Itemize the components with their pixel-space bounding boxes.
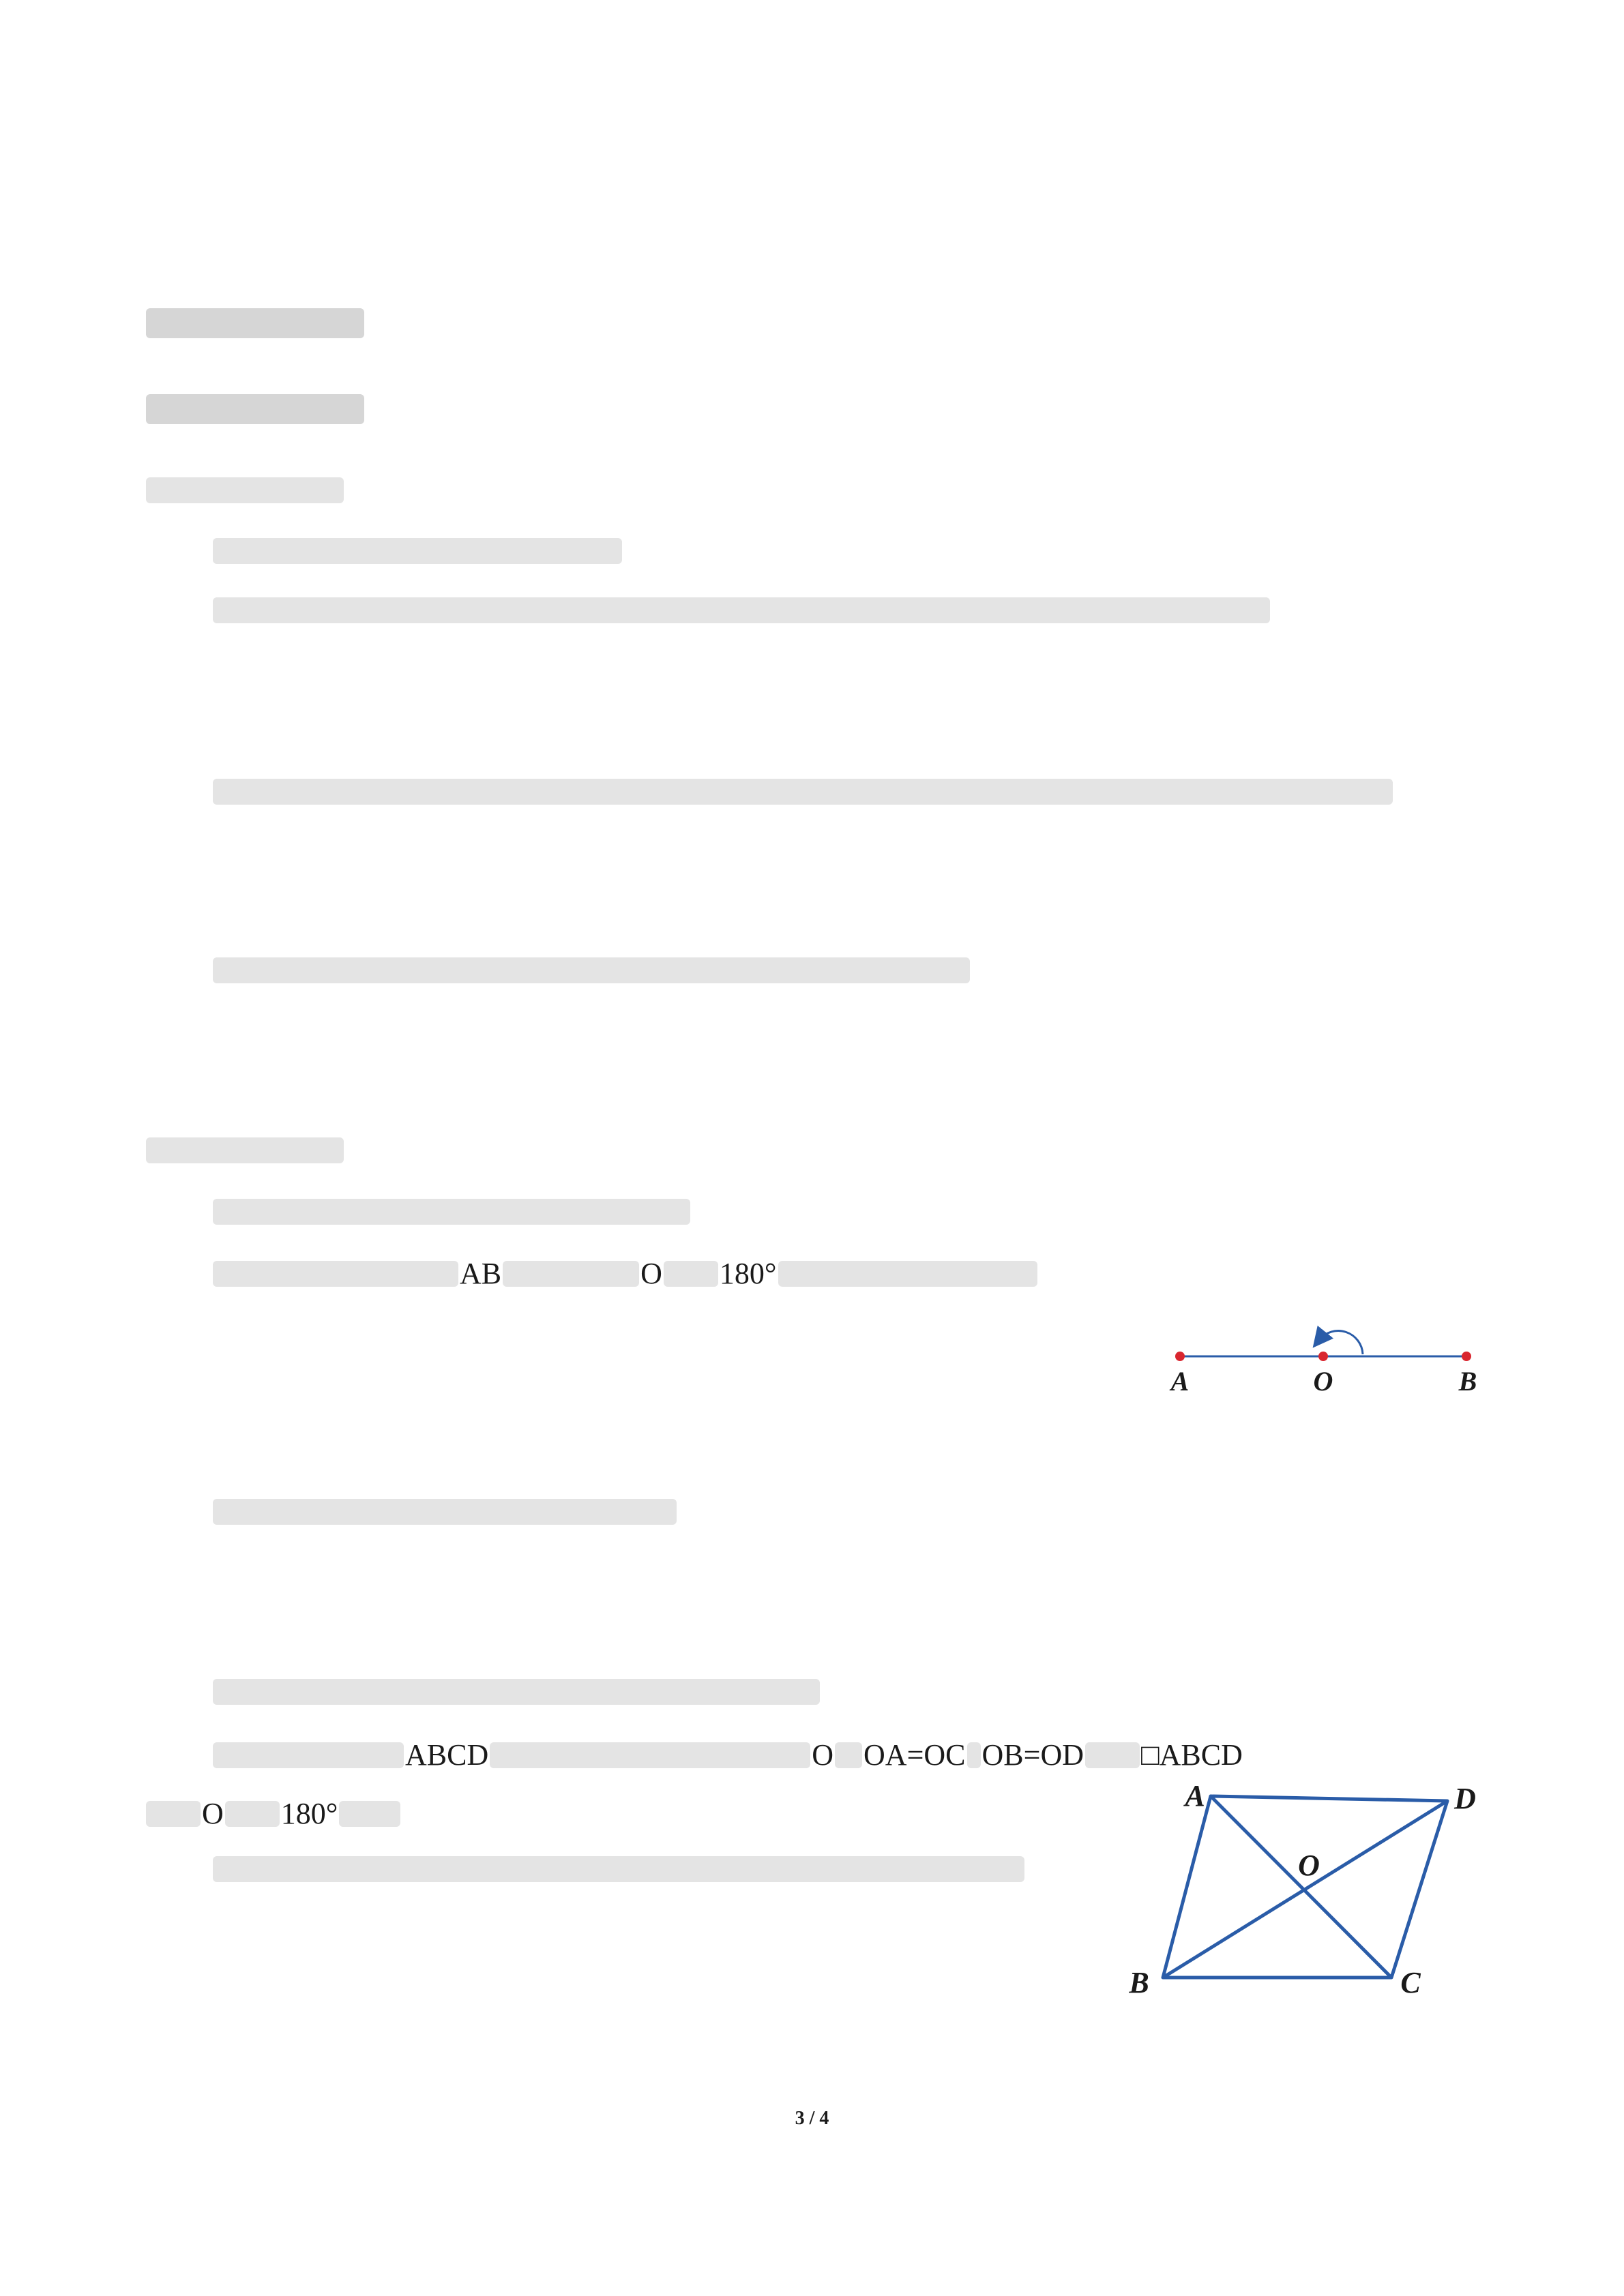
point-o	[1318, 1352, 1328, 1361]
label-b: B	[1129, 1966, 1149, 1999]
label-d: D	[1454, 1782, 1476, 1815]
section1-question-1-text	[213, 597, 1270, 623]
section2-part1-question-2-text	[213, 1499, 677, 1525]
section2-part1-question-1: AB O 180°	[213, 1256, 1037, 1292]
section1-intro-text	[213, 538, 622, 564]
section2-part2-text-line-1: ABCD O OA=OC OB=OD □ABCD	[213, 1738, 1244, 1774]
section2-part2-question-1-text	[213, 1856, 1024, 1882]
segment-rotation-figure	[1160, 1309, 1487, 1405]
section2-part2-title	[213, 1679, 820, 1705]
rotation-arrow	[1319, 1331, 1363, 1354]
diagonal-ac	[1211, 1796, 1391, 1978]
section1-question-3-text	[213, 957, 970, 983]
section2-title-text	[146, 1137, 344, 1163]
section1-question-2-text	[213, 779, 1393, 805]
label-a: A	[1185, 1779, 1205, 1813]
label-b: B	[1458, 1366, 1477, 1397]
section1-intro	[213, 538, 622, 564]
label-c: C	[1400, 1966, 1421, 1999]
section2-part2-text-line-2: O 180°	[146, 1796, 400, 1832]
section1-title	[146, 477, 344, 503]
section2-part1-question-2	[213, 1499, 677, 1525]
parallelogram-figure	[1119, 1773, 1487, 2005]
label-a: A	[1170, 1366, 1190, 1397]
section1-question-2	[213, 779, 1393, 805]
point-a	[1175, 1352, 1185, 1361]
section2-part1-title-text	[213, 1199, 690, 1225]
section1-title-text	[146, 477, 344, 503]
section2-title	[146, 1137, 344, 1163]
label-o: O	[1313, 1366, 1333, 1397]
process-heading	[146, 394, 364, 424]
section2-part2-question-1	[213, 1856, 1024, 1882]
session-heading	[146, 308, 364, 338]
diagonal-bd	[1163, 1801, 1447, 1978]
session-heading-text	[146, 308, 364, 338]
section2-part1-title	[213, 1199, 690, 1225]
section1-question-1	[213, 597, 1270, 623]
page-number: 3 / 4	[795, 2108, 829, 2129]
section1-question-3	[213, 957, 970, 983]
section2-part2-title-text	[213, 1679, 820, 1705]
process-heading-text	[146, 394, 364, 424]
point-b	[1462, 1352, 1471, 1361]
label-o: O	[1298, 1849, 1320, 1882]
